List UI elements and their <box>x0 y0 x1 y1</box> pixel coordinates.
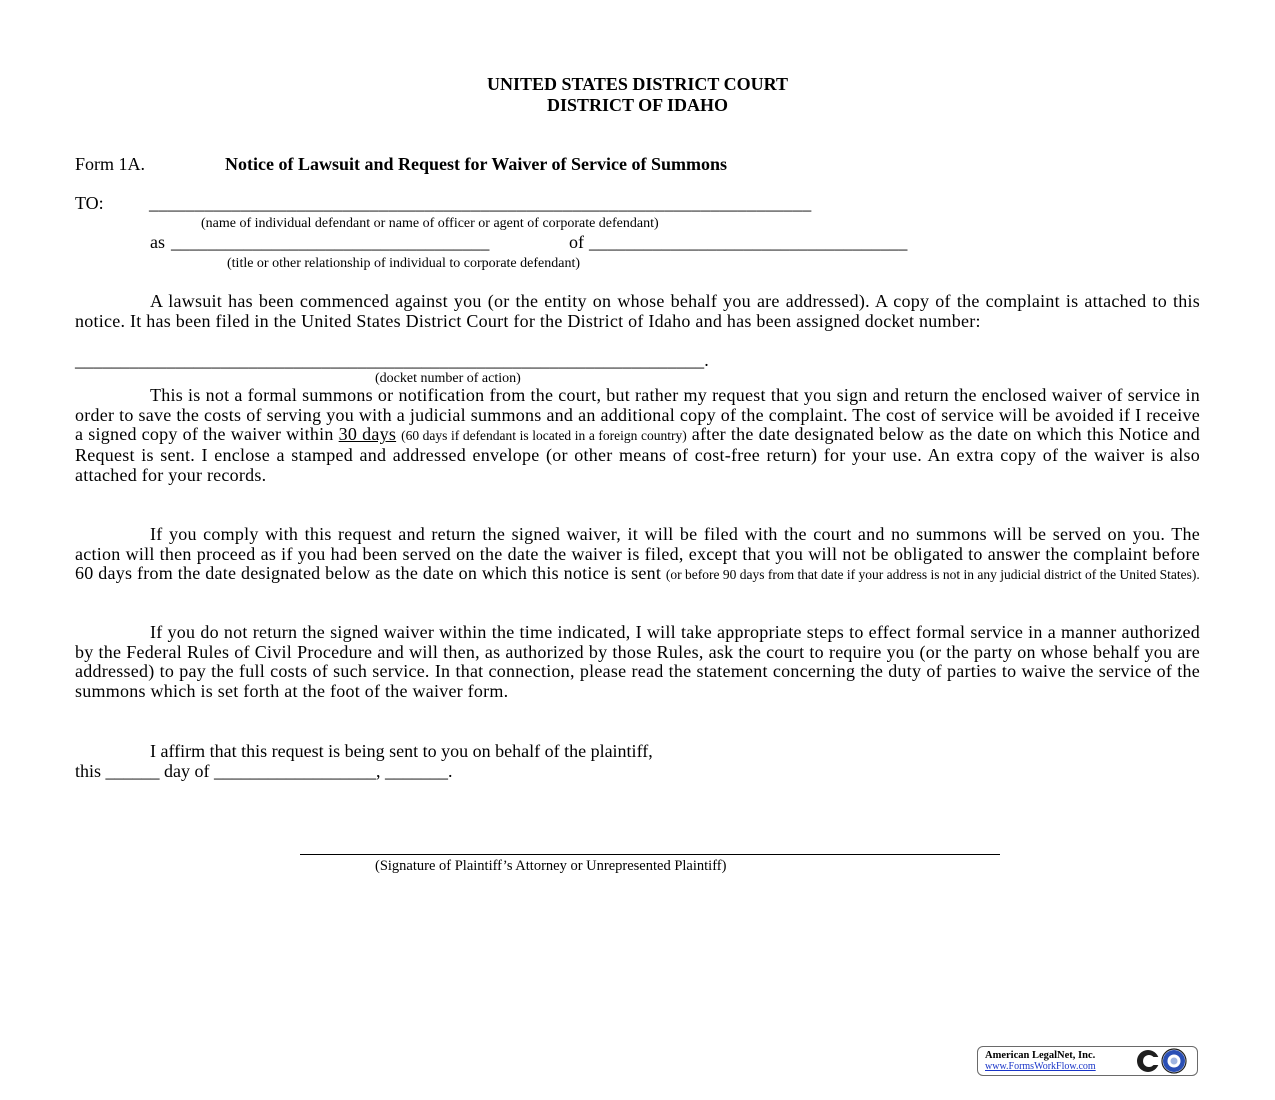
date-line-field[interactable]: this ______ day of __________________, _______. <box>75 761 453 781</box>
thirty-days-text: 30 days <box>338 424 397 445</box>
form-number: Form 1A. <box>75 154 146 174</box>
docket-blank-field[interactable]: _____________________________________________________________________. <box>75 350 709 370</box>
signature-line[interactable] <box>300 854 1000 855</box>
paragraph-comply <box>75 525 1200 585</box>
to-label: TO: <box>75 193 104 213</box>
affirm-statement: I affirm that this request is being sent to you on behalf of the plaintiff, <box>150 741 653 761</box>
ninety-days-note: (or before 90 days from that date if your address is not in any judicial district of the United States). <box>665 567 1200 583</box>
logo-company-name: American LegalNet, Inc. <box>985 1050 1096 1061</box>
paragraph-lawsuit-text: A lawsuit has been commenced against you (or the entity on whose behalf you are addressed). A copy of the complaint is attached to this notice. It has been filed in the United States District Court for the District of Idaho and has been assigned docket number: <box>75 291 1200 331</box>
to-blank-field[interactable]: ________________________________________________________________________ <box>149 193 812 213</box>
paragraph-non-return <box>75 623 1200 702</box>
form-title: Notice of Lawsuit and Request for Waiver of Service of Summons <box>225 154 727 174</box>
of-blank-field[interactable]: ___________________________________ <box>589 232 908 252</box>
legalnet-logo-icon <box>1130 1048 1194 1074</box>
paragraph-lawsuit <box>75 292 1200 331</box>
legalnet-logo[interactable] <box>977 1046 1198 1076</box>
of-label: of <box>569 232 584 252</box>
to-caption: (name of individual defendant or name of officer or agent of corporate defendant) <box>201 216 659 231</box>
as-label: as <box>150 232 165 252</box>
paragraph-waiver-text-a: This is not a formal summons or notification from the court, but rather my request that you sign and return the enclosed waiver of service in order to save the costs of serving you with a judicial summons and an additional copy of the complaint. The cost of service will be avoided if I receive a signed copy of the waiver within <box>75 385 1200 445</box>
court-name: UNITED STATES DISTRICT COURT <box>487 74 788 94</box>
paragraph-waiver-request <box>75 386 1200 486</box>
paragraph-non-return-text: If you do not return the signed waiver within the time indicated, I will take appropriate steps to effect formal service in a manner authorized by the Federal Rules of Civil Procedure and will then, as authorized by those Rules, ask the court to require you (or the party on whose behalf you are addressed) to pay the full costs of such service. In that connection, please read the statement concerning the duty of parties to waive the service of the summons which is set forth at the foot of the waiver form. <box>75 622 1200 702</box>
paragraph-waiver-text-b: after the date designated below as the date on which this Notice and Request is sent. I enclose a stamped and addressed envelope (or other means of cost-free return) for your use. An extra copy of the waiver is also attached for your records. <box>75 424 1201 485</box>
as-blank-field[interactable]: ___________________________________ <box>171 232 490 252</box>
docket-caption: (docket number of action) <box>375 371 521 386</box>
signature-caption: (Signature of Plaintiff’s Attorney or Unrepresented Plaintiff) <box>375 858 727 874</box>
paragraph-comply-text: If you comply with this request and return the signed waiver, it will be filed with the court and no summons will be served on you. The action will then proceed as if you had been served on the date the waiver is filed, except that you will not be obligated to answer the complaint before 60 days from the date designated below as the date on which this notice is sent <box>75 524 1200 584</box>
as-caption: (title or other relationship of individual to corporate defendant) <box>227 256 580 271</box>
logo-url-link[interactable]: www.FormsWorkFlow.com <box>985 1061 1096 1072</box>
foreign-country-note: (60 days if defendant is located in a foreign country) <box>401 428 687 444</box>
court-district: DISTRICT OF IDAHO <box>546 95 729 115</box>
